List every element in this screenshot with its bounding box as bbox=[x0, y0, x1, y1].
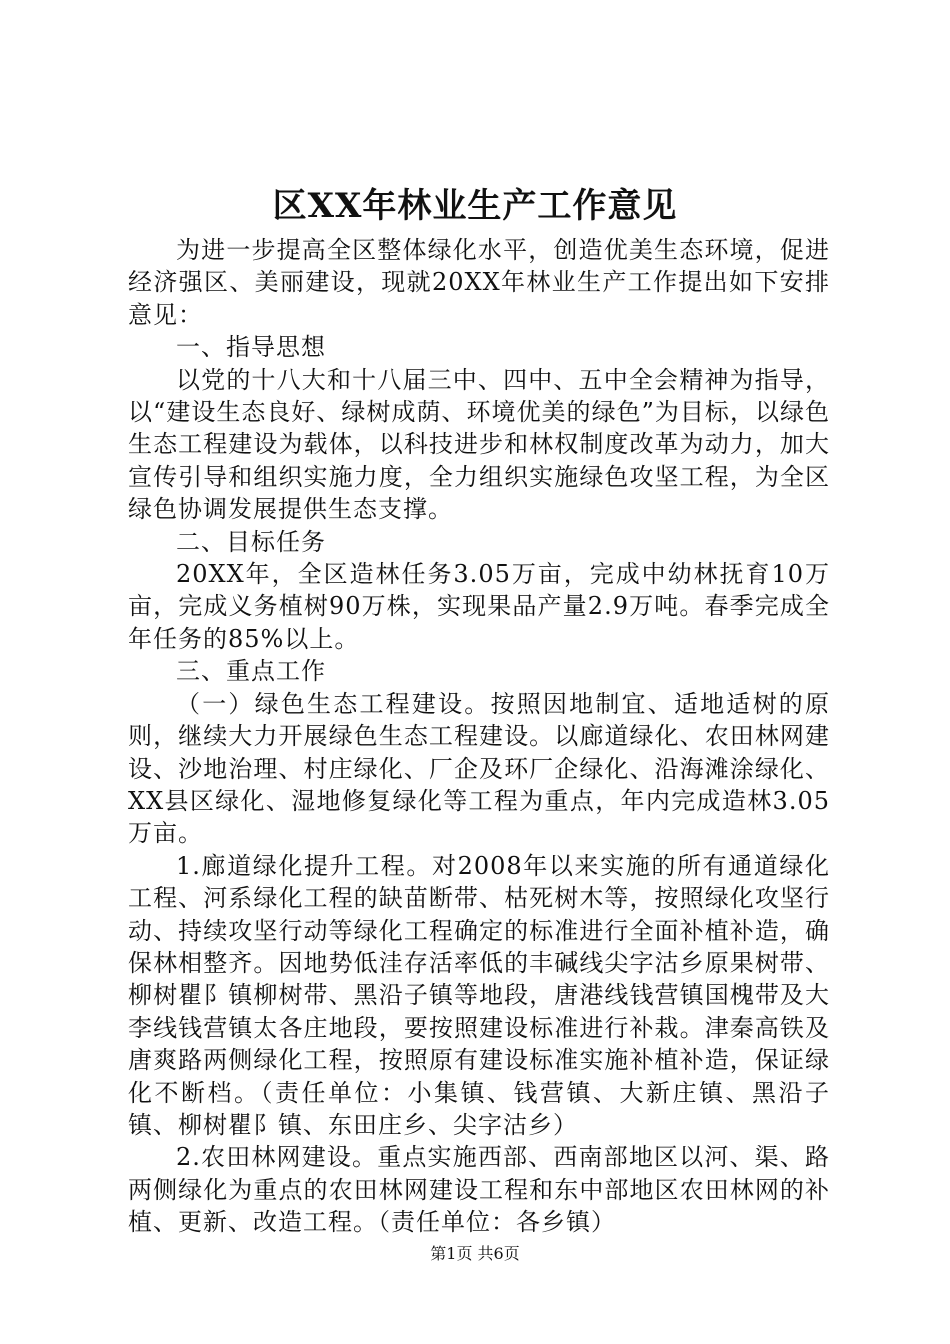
targets-paragraph: 20XX年，全区造林任务3.05万亩，完成中幼林抚育10万亩，完成义务植树90万株，实现果品产量2.9万吨。春季完成全年任务的85%以上。 bbox=[128, 560, 830, 653]
page-number-footer: 第1页 共6页 bbox=[430, 1244, 520, 1263]
guiding-thought-paragraph: 以党的十八大和十八届三中、四中、五中全会精神为指导，以“建设生态良好、绿树成荫、环境优美的绿色”为目标，以绿色生态工程建设为载体，以科技进步和林权制度改革为动力，加大宣传引导和组织实施力度，全力组织实施绿色攻坚工程，为全区绿色协调发展提供生态支撑。 bbox=[128, 365, 830, 524]
farmland-network-paragraph: 2.农田林网建设。重点实施西部、西南部地区以河、渠、路两侧绿化为重点的农田林网建设工程和东中部地区农田林网的补植、更新、改造工程。（责任单位：各乡镇） bbox=[128, 1143, 830, 1237]
section-heading-guiding-thought: 一、指导思想 bbox=[176, 333, 326, 362]
document-title: 区XX年林业生产工作意见 bbox=[272, 186, 678, 226]
corridor-greening-paragraph: 1.廊道绿化提升工程。对2008年以来实施的所有通道绿化工程、河系绿化工程的缺苗断带、枯死树木等，按照绿化攻坚行动、持续攻坚行动等绿化工程确定的标准进行全面补植补造，确保林相整齐。因地势低洼存活率低的丰碱线尖字沽乡原果树带、柳树瞿阝镇柳树带、黑沿子镇等地段，唐港线钱营镇国槐带及大李线钱营镇太各庄地段，要按照建设标准进行补栽。津秦高铁及唐爽路两侧绿化工程，按照原有建设标准实施补植补造，保证绿化不断档。（责任单位：小集镇、钱营镇、大新庄镇、黑沿子镇、柳树瞿阝镇、东田庄乡、尖字沽乡） bbox=[128, 851, 830, 1139]
section-heading-key-work: 三、重点工作 bbox=[176, 657, 326, 686]
document-body bbox=[128, 234, 830, 1239]
ecological-project-paragraph: （一）绿色生态工程建设。按照因地制宜、适地适树的原则，继续大力开展绿色生态工程建设。以廊道绿化、农田林网建设、沙地治理、村庄绿化、厂企及环厂企绿化、沿海滩涂绿化、XX县区绿化、湿地修复绿化等工程为重点，年内完成造林3.05万亩。 bbox=[128, 689, 830, 848]
intro-paragraph: 为进一步提高全区整体绿化水平，创造优美生态环境，促进经济强区、美丽建设，现就20XX年林业生产工作提出如下安排意见： bbox=[128, 236, 830, 329]
section-heading-targets: 二、目标任务 bbox=[176, 527, 326, 556]
